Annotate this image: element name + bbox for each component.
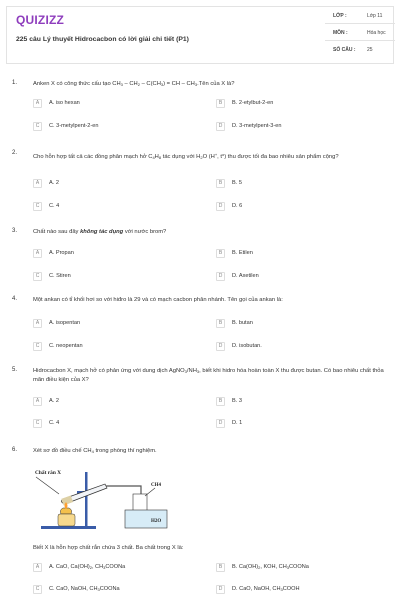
stand-pole	[85, 472, 88, 527]
formula-script: 4	[152, 155, 155, 160]
formula-script: 2	[200, 155, 203, 160]
option-c[interactable]	[33, 585, 203, 595]
formula-script: 3	[103, 565, 106, 570]
meta-value: 25	[367, 47, 373, 53]
text-run: Cho hỗn hợp tất cả các đồng phân mạch hở C	[33, 154, 153, 160]
question-number: 1.	[12, 80, 18, 86]
text-run: tác dụng với H	[161, 154, 201, 160]
meta-key: LỚP :	[333, 13, 347, 19]
option-text: A. Propan	[49, 250, 74, 256]
option-key: C	[33, 585, 42, 594]
option-key: C	[33, 122, 42, 131]
question-text: Một ankan có tỉ khối hơi so với hiđro là 29 và có mạch cacbon phân nhánh. Tên gọi của ankan là:	[33, 297, 283, 303]
option-key: D	[216, 202, 225, 211]
option-key: D	[216, 122, 225, 131]
option-b[interactable]	[216, 397, 386, 407]
text-run: COONa	[99, 586, 120, 592]
question-text	[33, 447, 388, 456]
apparatus-diagram	[33, 464, 173, 534]
text-run: COONa	[289, 564, 309, 570]
option-a[interactable]	[33, 99, 203, 109]
option-key: D	[216, 272, 225, 281]
option-key: A	[33, 397, 42, 406]
text-run: A. CaO, Ca(OH)	[49, 564, 90, 570]
option-text: A. 2	[49, 180, 59, 186]
option-key: B	[216, 563, 225, 572]
formula-script: o	[222, 152, 225, 157]
option-key: D	[216, 342, 225, 351]
formula-script: 3	[160, 82, 164, 87]
option-text: B. 5	[232, 180, 242, 186]
option-a[interactable]	[33, 319, 203, 329]
option-text: A. 2	[49, 398, 59, 404]
text-run: COONa	[105, 564, 126, 570]
option-text: D. 3-metylpent-3-en	[232, 123, 282, 129]
text-run: COOH	[282, 586, 300, 592]
option-text	[232, 586, 300, 592]
option-text: D. 1	[232, 420, 243, 426]
option-text: C. 4	[49, 203, 60, 209]
option-text: D. 6	[232, 203, 243, 209]
text-run: , t	[217, 154, 223, 160]
text-run: .Tên của X là?	[197, 81, 235, 87]
option-key: C	[33, 202, 42, 211]
text-run: H	[154, 154, 159, 160]
option-c[interactable]	[33, 419, 203, 429]
question-number: 3.	[12, 228, 18, 234]
question-text-after: với nước brom?	[123, 229, 167, 235]
text-run: D. CaO, NaOH, CH	[232, 586, 281, 592]
document-title: 225 câu Lý thuyết Hidrocacbon có lời giải chi tiết (P1)	[16, 36, 189, 43]
option-d[interactable]	[216, 202, 386, 212]
option-key: C	[33, 342, 42, 351]
meta-row-class	[325, 7, 395, 24]
formula-script: 8	[158, 155, 162, 160]
text-run: ) = CH – CH	[163, 81, 195, 87]
option-a[interactable]	[33, 179, 203, 189]
formula-script: 3	[97, 587, 100, 592]
option-text: D. Axetilen	[232, 273, 259, 279]
option-text: A. isopentan	[49, 320, 81, 326]
document-header	[6, 6, 394, 64]
option-text: B. 2-etylbut-2-en	[232, 100, 274, 106]
test-tube	[61, 484, 107, 505]
stand-base	[41, 526, 96, 529]
question-text	[33, 80, 388, 89]
option-d[interactable]	[216, 419, 386, 429]
label-gas: CH4	[151, 483, 161, 488]
option-d[interactable]	[216, 342, 386, 352]
meta-row-subject	[325, 24, 395, 41]
option-b[interactable]	[216, 563, 386, 573]
meta-value: Hóa học	[367, 30, 386, 36]
text-run: C. CaO, NaOH, CH	[49, 586, 98, 592]
text-run: Xét sơ đồ điều chế CH	[33, 448, 92, 454]
text-run: O (H	[202, 154, 215, 160]
text-run: Hidrocacbon X, mạch hở có phản ứng với dung dịch AgNO	[33, 368, 185, 374]
text-run: , CH	[91, 564, 104, 570]
option-text: A. iso hexan	[49, 100, 80, 106]
option-a[interactable]	[33, 397, 203, 407]
question-text	[33, 544, 388, 553]
formula-script: 2	[89, 565, 92, 570]
question-text	[33, 150, 388, 162]
formula-script: 3	[120, 82, 123, 87]
option-key: C	[33, 272, 42, 281]
question-text	[33, 367, 388, 385]
option-text: C. neopentan	[49, 343, 83, 349]
option-key: A	[33, 179, 42, 188]
meta-row-count	[325, 41, 395, 58]
text-run: ) thu được tối đa bao nhiêu sản phẩm cộng?	[224, 154, 339, 160]
option-key: B	[216, 179, 225, 188]
option-text	[49, 564, 125, 570]
option-d[interactable]	[216, 122, 386, 132]
option-text: B. butan	[232, 320, 253, 326]
option-a[interactable]	[33, 563, 203, 573]
lab-apparatus-figure	[33, 464, 173, 534]
text-run: – CH	[122, 81, 138, 87]
question-number: 5.	[12, 367, 18, 373]
meta-key: SỐ CÂU :	[333, 47, 356, 53]
option-c[interactable]	[33, 202, 203, 212]
option-text: C. Stiren	[49, 273, 71, 279]
option-c[interactable]	[33, 342, 203, 352]
label-solid: Chất rắn X	[35, 470, 62, 476]
formula-script: +	[214, 152, 218, 157]
option-d[interactable]	[216, 585, 386, 595]
option-b[interactable]	[216, 319, 386, 329]
option-c[interactable]	[33, 272, 203, 282]
question-number: 2.	[12, 150, 18, 156]
option-key: A	[33, 563, 42, 572]
option-b[interactable]	[216, 99, 386, 109]
option-b[interactable]	[216, 249, 386, 259]
question-text	[33, 228, 388, 237]
option-key: C	[33, 419, 42, 428]
formula-script: 2	[258, 565, 261, 570]
formula-script: 3	[194, 82, 198, 87]
meta-value: Lớp 11	[367, 13, 383, 19]
option-key: D	[216, 419, 225, 428]
formula-script: 3	[286, 565, 289, 570]
option-key: B	[216, 249, 225, 258]
option-key: A	[33, 99, 42, 108]
option-text: C. 3-metylpent-2-en	[49, 123, 99, 129]
option-text: D. isobutan.	[232, 343, 262, 349]
text-run: trong phòng thí nghiệm.	[93, 448, 157, 454]
option-text: C. 4	[49, 420, 60, 426]
option-c[interactable]	[33, 122, 203, 132]
option-d[interactable]	[216, 272, 386, 282]
label-water: H2O	[151, 519, 162, 524]
pointer-arrow-solid	[36, 477, 59, 494]
formula-script: 3	[184, 369, 187, 374]
question-number: 4.	[12, 296, 18, 302]
meta-key: MÔN :	[333, 30, 348, 36]
option-a[interactable]	[33, 249, 203, 259]
option-key: B	[216, 319, 225, 328]
option-text	[49, 586, 120, 592]
option-key: B	[216, 99, 225, 108]
text-run: , biết khi hidro hóa hoàn toàn X thu được butan. Có bao nhiêu chất thỏa mãn điều kiện của X?	[33, 368, 384, 383]
question-emphasis: không tác dụng	[80, 229, 124, 235]
option-key: B	[216, 397, 225, 406]
formula-script: 4	[91, 449, 94, 454]
meta-panel	[325, 7, 395, 65]
formula-script: 2	[137, 82, 140, 87]
pointer-arrow-gas	[145, 488, 155, 496]
option-text	[232, 564, 309, 570]
option-b[interactable]	[216, 179, 386, 189]
question-text-before: Chất nào sau đây	[33, 229, 81, 235]
option-text: B. 3	[232, 398, 242, 404]
text-run: – C(CH	[139, 81, 161, 87]
option-key: A	[33, 249, 42, 258]
option-key: A	[33, 319, 42, 328]
text-run: /NH	[186, 368, 197, 374]
text-run: B. Ca(OH)	[232, 564, 259, 570]
text-run: Anken X có công thức cấu tạo CH	[33, 81, 121, 87]
formula-script: 3	[196, 369, 200, 374]
question-number: 6.	[12, 447, 18, 453]
formula-script: 3	[280, 587, 283, 592]
text-run: , KOH, CH	[260, 564, 287, 570]
option-text: B. Etilen	[232, 250, 253, 256]
text-run: Biết X là hỗn hợp chất rắn chứa 3 chất. Ba chất trong X là:	[33, 545, 184, 551]
alcohol-burner	[58, 502, 75, 526]
option-key: D	[216, 585, 225, 594]
quizizz-logo: QUIZIZZ	[16, 13, 65, 27]
